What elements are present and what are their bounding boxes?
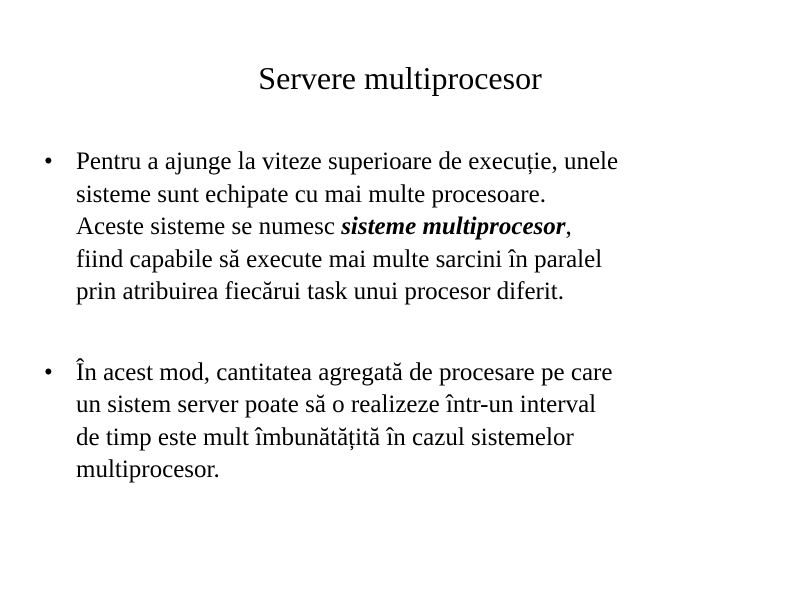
bullet-2-line-2: un sistem server poate să o realizeze într-un interval <box>76 391 597 418</box>
bullet-dot: • <box>44 358 53 386</box>
bullet-1-line-5: prin atribuirea fiecărui task unui procesor diferit. <box>76 278 565 305</box>
bullet-1-line-3-punct: , <box>565 213 572 240</box>
bullet-1-line-2: sisteme sunt echipate cu mai multe procesoare. <box>76 180 546 208</box>
bullet-1-line-4: fiind capabile să execute mai multe sarcini în paralel <box>76 245 603 273</box>
bullet-1-line-3 <box>76 211 774 244</box>
bullet-2-line-1: În acest mod, cantitatea agregată de procesare pe care <box>76 358 613 386</box>
bullet-item-2 <box>44 357 774 487</box>
bullet-2-line-4: multiprocesor. <box>76 456 220 483</box>
bullet-1-line-3-text: Aceste sisteme se numesc <box>76 213 342 240</box>
bullet-2-line-3: de timp este mult îmbunătățită în cazul sistemelor <box>76 423 574 451</box>
bullet-list <box>44 146 774 487</box>
bullet-dot: • <box>44 148 53 175</box>
bullet-1-line-1: Pentru a ajunge la viteze superioare de execuție, unele <box>76 148 619 175</box>
slide-title: Servere multiprocesor <box>258 60 542 96</box>
emphasized-term: sisteme multiprocesor <box>341 213 566 240</box>
bullet-item-1 <box>44 146 774 309</box>
